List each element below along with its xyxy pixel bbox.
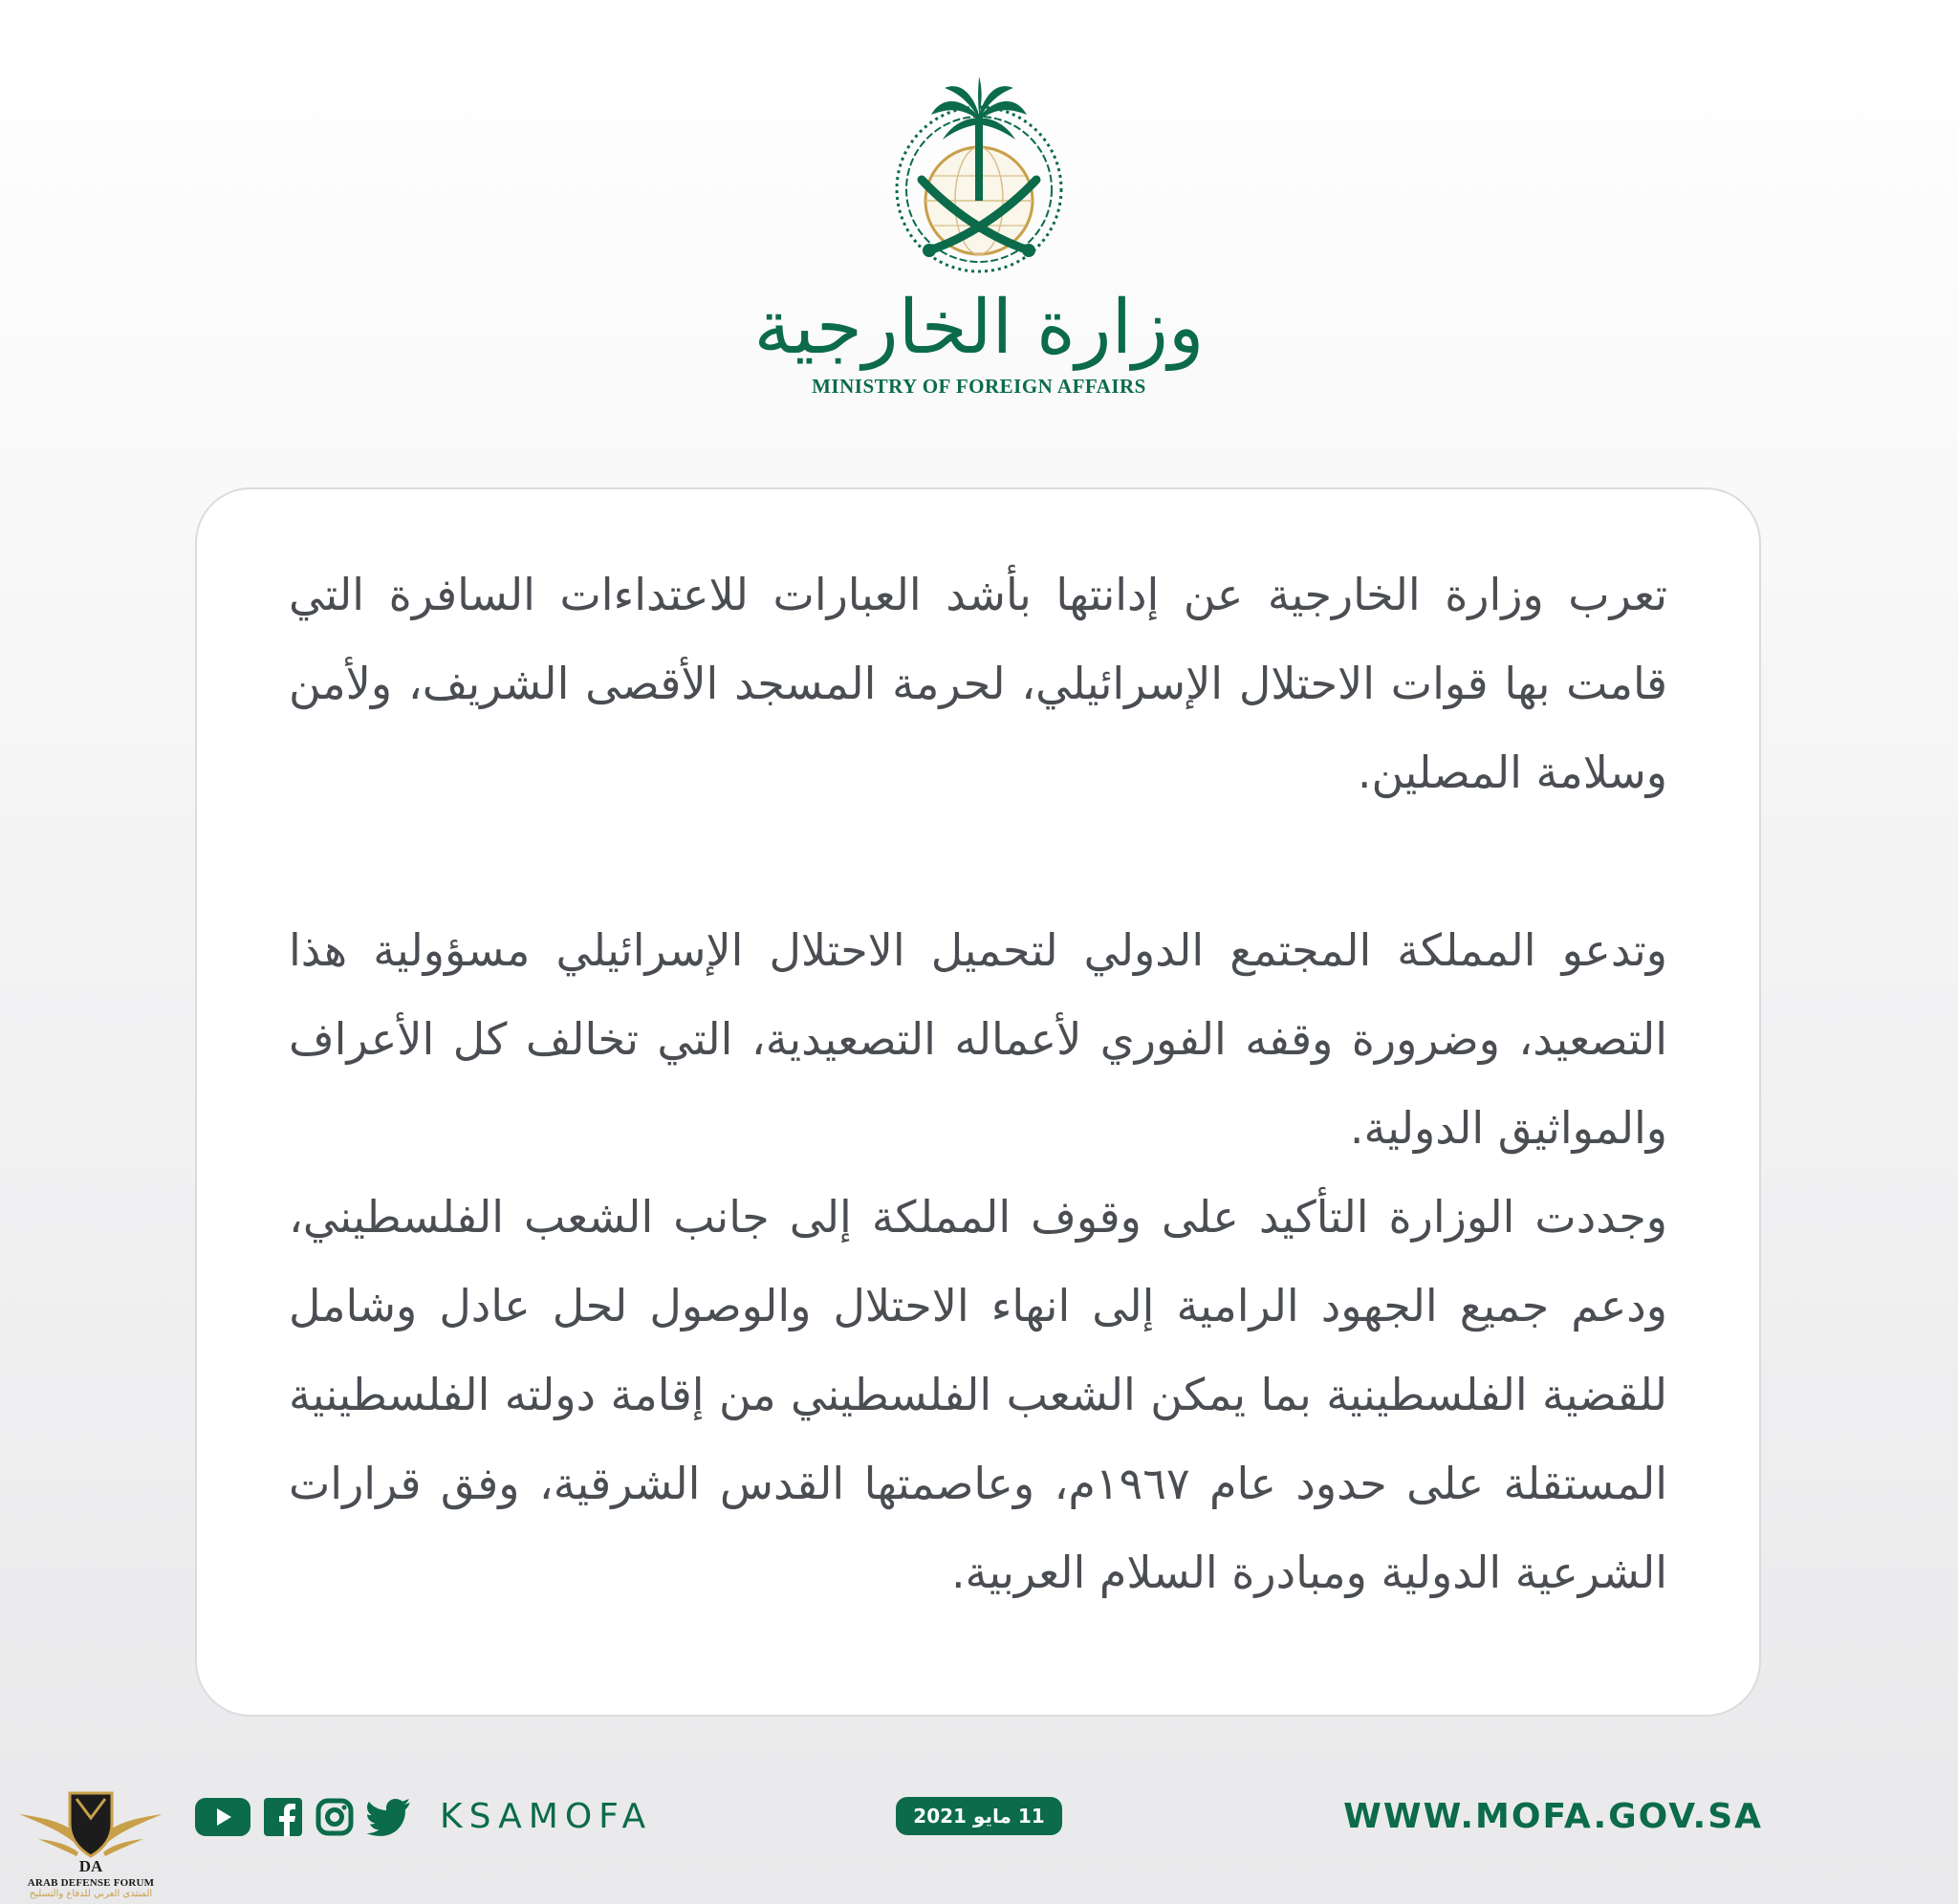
statement-card xyxy=(195,487,1761,1717)
website-link[interactable]: WWW.MOFA.GOV.SA xyxy=(1343,1797,1763,1836)
statement-paragraph-3: وجددت الوزارة التأكيد على وقوف المملكة إلى جانب الشعب الفلسطيني، ودعم جميع الجهود الرامية إلى انهاء الاحتلال والوصول لحل عادل وشامل للقضية الفلسطينية بما يمكن الشعب الفلسطيني من إقامة دولته الفلسطينية المستقلة على حدود عام ١٩٦٧م، وعاصمتها القدس الشرقية، وفق قرارات الشرعية الدولية ومبادرة السلام العربية. xyxy=(289,1191,1667,1598)
statement-paragraph-2: وتدعو المملكة المجتمع الدولي لتحميل الاحتلال الإسرائيلي مسؤولية هذا التصعيد، وضرورة وقفه الفوري لأعماله التصعيدية، التي تخالف كل الأعراف والمواثيق الدولية. xyxy=(289,924,1667,1154)
social-handle[interactable]: KSAMOFA xyxy=(440,1797,653,1836)
forum-logo-letters: DA xyxy=(78,1857,103,1873)
ministry-logo xyxy=(0,76,1958,399)
saudi-emblem-icon xyxy=(883,76,1075,277)
facebook-icon[interactable] xyxy=(264,1798,302,1836)
social-links xyxy=(195,1797,652,1836)
footer-bar xyxy=(0,1778,1958,1854)
forum-name-arabic: المنتدى العربي للدفاع والتسليح xyxy=(29,1889,153,1899)
statement-body xyxy=(289,551,1667,1617)
youtube-icon[interactable] xyxy=(195,1798,250,1836)
ministry-name-english: MINISTRY OF FOREIGN AFFAIRS xyxy=(812,375,1146,398)
forum-name-english: ARAB DEFENSE FORUM xyxy=(27,1877,155,1889)
instagram-icon[interactable] xyxy=(315,1798,354,1836)
date-badge: 11 مايو 2021 xyxy=(896,1797,1062,1835)
twitter-icon[interactable] xyxy=(367,1798,413,1836)
ministry-name-arabic: وزارة الخارجية xyxy=(753,285,1205,371)
statement-paragraph-1: تعرب وزارة الخارجية عن إدانتها بأشد العبارات للاعتداءات السافرة التي قامت بها قوات الاحتلال الإسرائيلي، لحرمة المسجد الأقصى الشريف، ولأمن وسلامة المصلين. xyxy=(289,569,1667,798)
